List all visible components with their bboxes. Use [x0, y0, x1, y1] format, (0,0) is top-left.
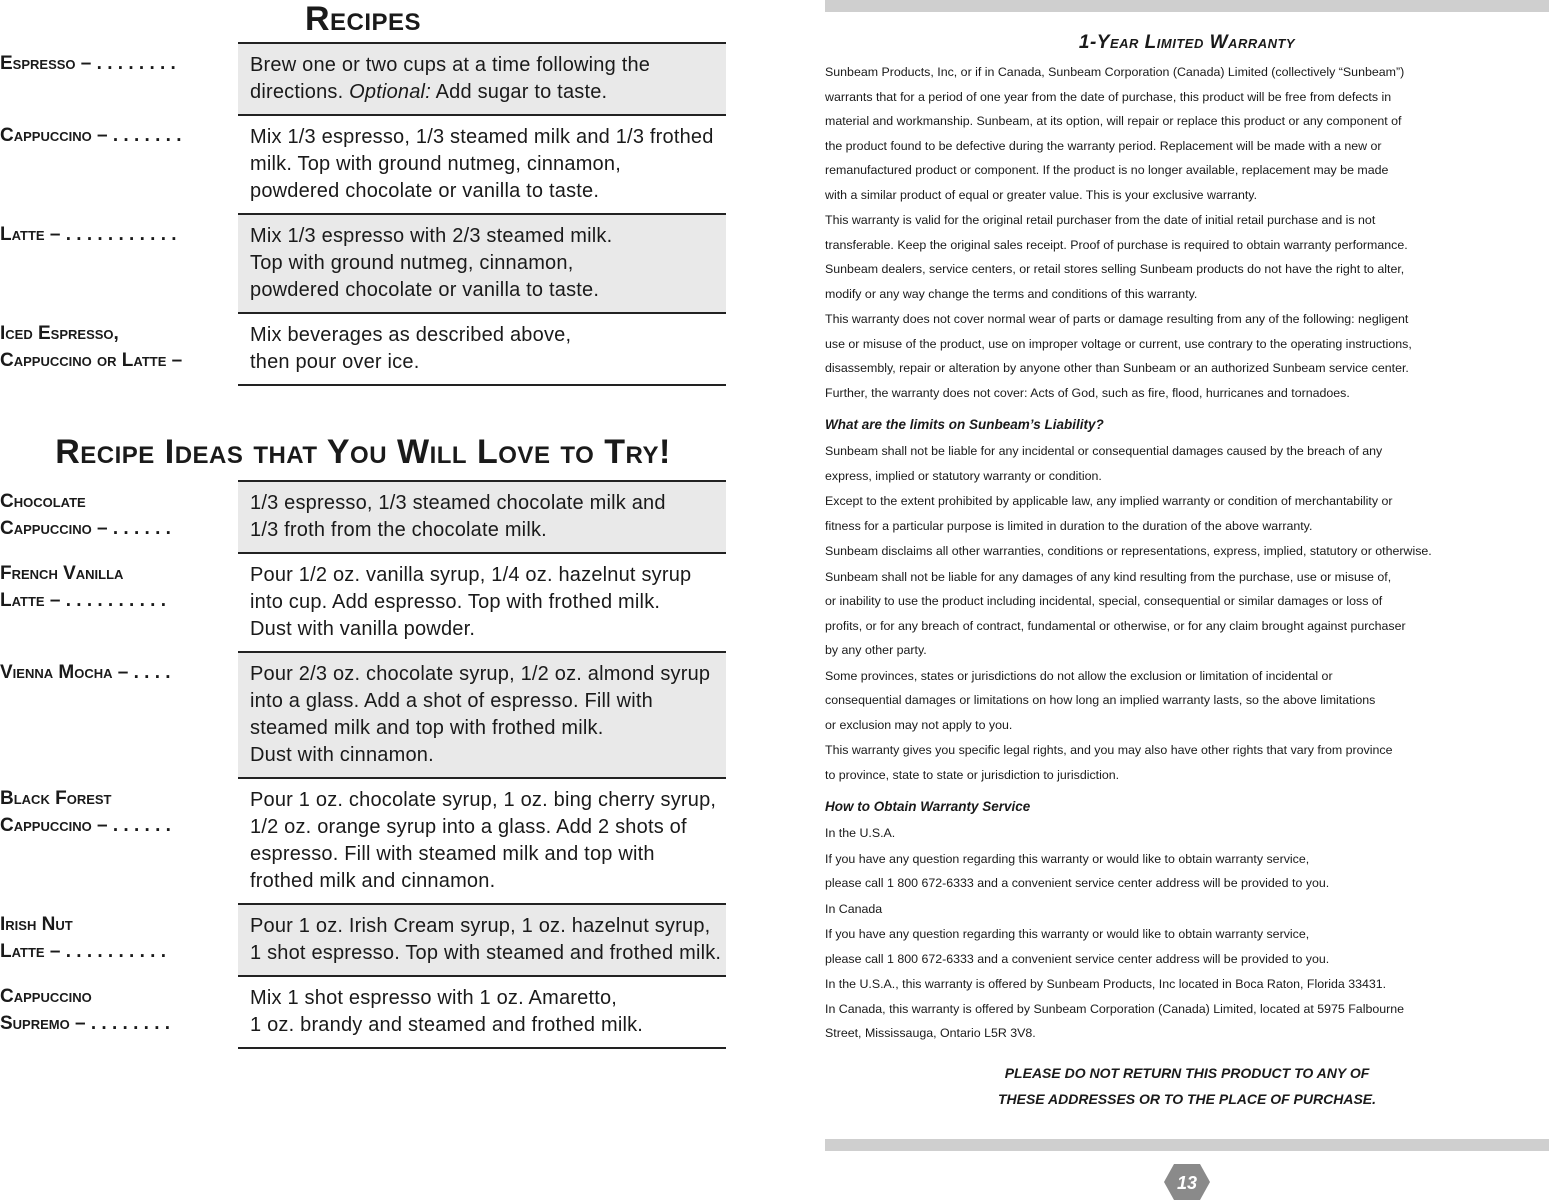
recipe-name: Latte – . . . . . . . . . . . [0, 224, 177, 245]
recipe-name: Cappuccino Supremo – . . . . . . . . [0, 986, 171, 1034]
recipe-description: 1/3 espresso, 1/3 steamed chocolate milk and 1/3 froth from the chocolate milk. [238, 480, 726, 552]
warranty-paragraph: Some provinces, states or jurisdictions do not allow the exclusion or limitation of incidental or consequential damages or limitations on how long an implied warranty lasts, so the above limitations or exclusion may not apply to you. [825, 668, 1376, 732]
warranty-paragraph: This warranty does not cover normal wear of parts or damage resulting from any of the following: negligent use or misuse of the product, use on improper voltage or current, use contrary to the operating instructions, disassembly, repair or alteration by anyone other than Sunbeam or an authorized Sunbeam service center. Further, the warranty does not cover: Acts of God, such as fire, flood, hurricanes and tornadoes. [825, 312, 1412, 400]
warranty-paragraph: Sunbeam disclaims all other warranties, conditions or representations, express, implied, statutory or otherwise. [825, 544, 1432, 558]
canada-service-text: If you have any question regarding this warranty or would like to obtain warranty service, please call 1 800 672-6333 and a convenient service center address will be provided to you. [825, 927, 1330, 966]
bottom-divider-bar [825, 1139, 1549, 1151]
recipe-description: Mix 1 shot espresso with 1 oz. Amaretto, 1 oz. brandy and steamed and frothed milk. [238, 975, 726, 1049]
warranty-offered-by: In the U.S.A., this warranty is offered by Sunbeam Products, Inc located in Boca Raton, Florida 33431. In Canada, this warranty is offered by Sunbeam Corporation (Canada) Limited, located at 5975 Falbourne Street, Mississauga, Ontario L5R 3V8. [825, 977, 1405, 1040]
recipe-description [238, 42, 726, 114]
canada-label: In Canada [825, 901, 883, 916]
warranty-paragraph: Sunbeam Products, Inc, or if in Canada, Sunbeam Corporation (Canada) Limited (collectively “Sunbeam”) warrants that for a period of one year from the date of purchase, this product will be free from defects in material and workmanship. Sunbeam, at its option, will repair or replace this product or any component of the product found to be defective during the warranty period. Replacement will be made with a new or remanufactured product or component. If the product is no longer available, replacement may be made with a similar product of equal or greater value. This is your exclusive warranty. [825, 65, 1405, 202]
optional-label: Optional: [349, 81, 431, 103]
warranty-paragraph: Sunbeam shall not be liable for any damages of any kind resulting from the purchase, use or misuse of, or inability to use the product including incidental, special, consequential or similar damages or loss of profits, or for any breach of contract, fundamental or otherwise, or for any claim brought against purchaser by any other party. [825, 569, 1406, 657]
recipe-row-latte [0, 213, 726, 312]
recipe-ideas-title: Recipe Ideas that You Will Love to Try! [55, 433, 671, 471]
recipe-description-text: Brew one or two cups at a time following the directions. [250, 54, 651, 103]
warranty-paragraph: Sunbeam shall not be liable for any incidental or consequential damages caused by the breach of any express, implied or statutory warranty or condition. [825, 444, 1383, 483]
recipe-description: Pour 1 oz. chocolate syrup, 1 oz. bing cherry syrup, 1/2 oz. orange syrup into a glass. Add 2 shots of espresso. Fill with steamed milk and top with frothed milk and cinnamon. [238, 777, 726, 903]
idea-row-black-forest-cappuccino [0, 777, 726, 903]
recipe-row-iced [0, 312, 726, 386]
recipe-description: Mix 1/3 espresso with 2/3 steamed milk. Top with ground nutmeg, cinnamon, powdered chocolate or vanilla to taste. [238, 213, 726, 312]
warranty-title: 1-Year Limited Warranty [1078, 32, 1296, 53]
idea-row-chocolate-cappuccino [0, 480, 726, 552]
recipe-row-espresso [0, 42, 726, 114]
recipe-description: Pour 1 oz. Irish Cream syrup, 1 oz. hazelnut syrup, 1 shot espresso. Top with steamed and frothed milk. [238, 903, 726, 975]
recipe-name: Vienna Mocha – . . . . [0, 662, 171, 683]
recipe-name: French Vanilla Latte – . . . . . . . . . . [0, 563, 167, 611]
idea-row-cappuccino-supremo [0, 975, 726, 1049]
recipe-description: Pour 1/2 oz. vanilla syrup, 1/4 oz. hazelnut syrup into cup. Add espresso. Top with frothed milk. Dust with vanilla powder. [238, 552, 726, 651]
service-heading: How to Obtain Warranty Service [825, 799, 1031, 814]
recipe-ideas-table [0, 480, 726, 1049]
top-divider-bar [825, 0, 1549, 12]
idea-row-french-vanilla-latte [0, 552, 726, 651]
recipe-name: Iced Espresso, Cappuccino or Latte – [0, 323, 183, 371]
recipe-name: Espresso – . . . . . . . . [0, 53, 176, 74]
warranty-paragraph: This warranty is valid for the original retail purchaser from the date of initial retail purchase and is not transferable. Keep the original sales receipt. Proof of purchase is required to obtain warranty performance. Sunbeam dealers, service centers, or retail stores selling Sunbeam products do not have the right to alter, modify or any way change the terms and conditions of this warranty. [825, 213, 1408, 301]
recipe-name: Irish Nut Latte – . . . . . . . . . . [0, 914, 167, 962]
recipes-table [0, 42, 726, 386]
return-notice: PLEASE DO NOT RETURN THIS PRODUCT TO ANY OF THESE ADDRESSES OR TO THE PLACE OF PURCHASE. [997, 1064, 1377, 1107]
recipe-description-text: Add sugar to taste. [430, 81, 608, 103]
page-number: 13 [1176, 1173, 1198, 1193]
idea-row-irish-nut-latte [0, 903, 726, 975]
recipe-name: Chocolate Cappuccino – . . . . . . [0, 491, 171, 539]
recipe-name: Black Forest Cappuccino – . . . . . . [0, 788, 171, 836]
page-number-badge [1162, 1160, 1212, 1204]
recipe-description: Mix beverages as described above, then pour over ice. [238, 312, 726, 386]
recipe-description: Pour 2/3 oz. chocolate syrup, 1/2 oz. almond syrup into a glass. Add a shot of espresso. Fill with steamed milk and top with frothed milk. Dust with cinnamon. [238, 651, 726, 777]
warranty-column [825, 28, 1549, 1112]
liability-heading: What are the limits on Sunbeam’s Liability? [825, 417, 1104, 432]
recipe-description: Mix 1/3 espresso, 1/3 steamed milk and 1/3 frothed milk. Top with ground nutmeg, cinnamon, powdered chocolate or vanilla to taste. [238, 114, 726, 213]
warranty-paragraph: Except to the extent prohibited by applicable law, any implied warranty or condition of merchantability or fitness for a particular purpose is limited in duration to the duration of the above warranty. [825, 494, 1393, 533]
usa-label: In the U.S.A. [825, 826, 896, 840]
usa-service-text: If you have any question regarding this warranty or would like to obtain warranty service, please call 1 800 672-6333 and a convenient service center address will be provided to you. [825, 851, 1330, 890]
recipe-name: Cappuccino – . . . . . . . [0, 125, 182, 146]
recipes-title: Recipes [304, 0, 422, 38]
warranty-paragraph: This warranty gives you specific legal rights, and you may also have other rights that vary from province to province, state to state or jurisdiction to jurisdiction. [825, 743, 1393, 782]
recipe-row-cappuccino [0, 114, 726, 213]
idea-row-vienna-mocha [0, 651, 726, 777]
